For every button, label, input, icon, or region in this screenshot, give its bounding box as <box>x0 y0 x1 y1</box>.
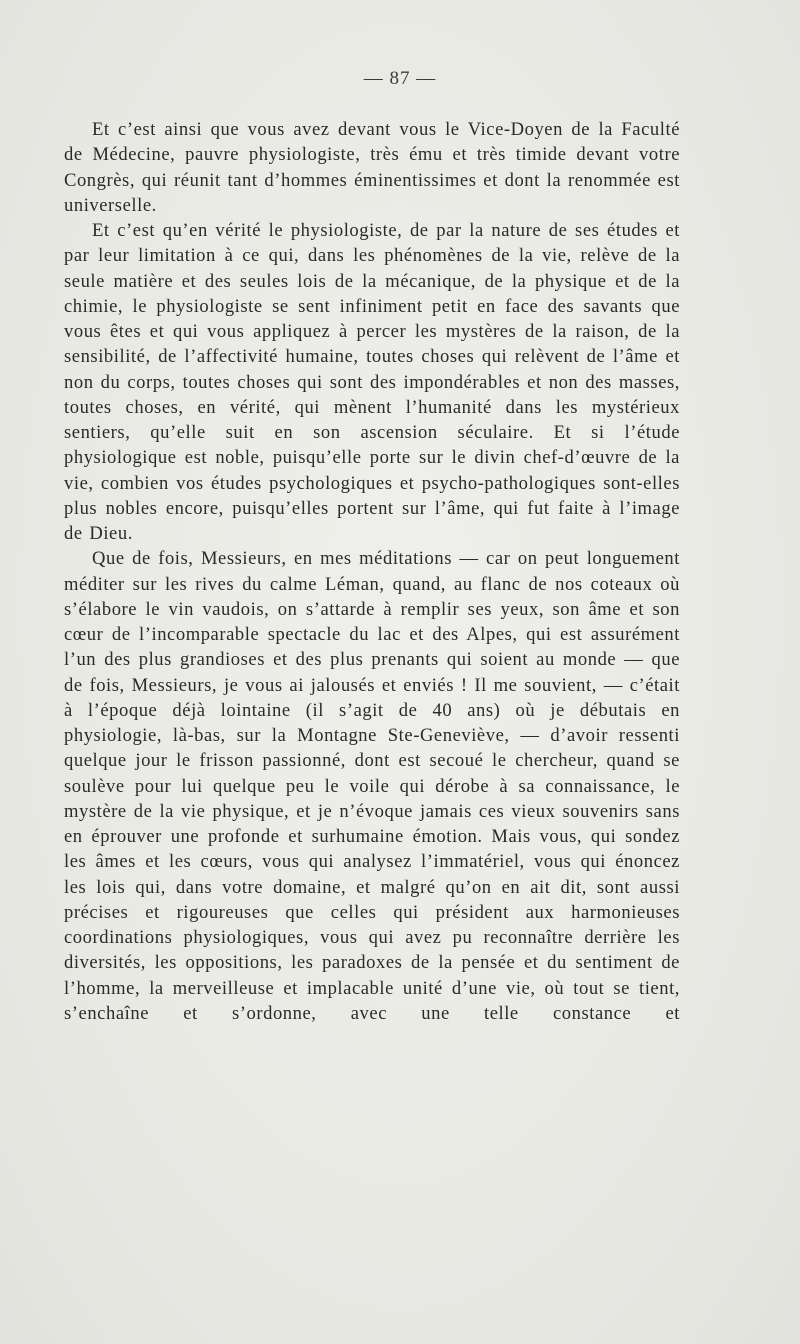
page-number: — 87 — <box>363 68 437 89</box>
body-text <box>64 117 680 1026</box>
paragraph-1: Et c’est ainsi que vous avez devant vous le Vice-Doyen de la Faculté de Médecine, pauvre physiologiste, très ému et très timide devant votre Congrès, qui réunit tant d’hommes éminentissimes et dont la renommée est universelle. <box>64 119 680 216</box>
paragraph-3: Que de fois, Messieurs, en mes méditations — car on peut longuement méditer sur les rives du calme Léman, quand, au flanc de nos coteaux où s’élabore le vin vaudois, on s’attarde à remplir ses yeux, son âme et son cœur de l’incomparable spectacle du lac et des Alpes, qui est assurément l’un des plus grandioses et des plus prenants qui soient au monde — que de fois, Messieurs, je vous ai jalousés et enviés ! Il me souvient, — c’était à l’époque déjà lointaine (il s’agit de 40 ans) où je débutais en physiologie, là-bas, sur la Montagne Ste-Geneviève, — d’avoir ressenti quelque jour le frisson passionné, dont est secoué le chercheur, quand se soulève pour lui quelque peu le voile qui dérobe à sa connaissance, le mystère de la vie physique, et je n’évoque jamais ces vieux souvenirs sans en éprouver une profonde et surhumaine émotion. Mais vous, qui sondez les âmes et les cœurs, vous qui analysez l’immatériel, vous qui énoncez les lois qui, dans votre domaine, et malgré qu’on en ait dit, sont aussi précises et rigoureuses que celles qui président aux harmonieuses coordinations physiologiques, vous qui avez pu reconnaître derrière les diversités, les oppositions, les paradoxes de la pensée et du sentiment de l’homme, la merveilleuse et implacable unité d’une vie, où tout se tient, s’enchaîne et s’ordonne, avec une telle constance et <box>64 548 680 1024</box>
paragraph-2: Et c’est qu’en vérité le physiologiste, de par la nature de ses études et par leur limitation à ce qui, dans les phénomènes de la vie, relève de la seule matière et des seules lois de la mécanique, de la physique et de la chimie, le physiologiste se sent infiniment petit en face des savants que vous êtes et qui vous appliquez à percer les mystères de la raison, de la sensibilité, de l’affectivité humaine, toutes choses qui relèvent de l’âme et non du corps, toutes choses qui sont des impondérables et non des masses, toutes choses, en vérité, qui mènent l’humanité dans les mystérieux sentiers, qu’elle suit en son ascension séculaire. Et si l’étude physiologique est noble, puisqu’elle porte sur le divin chef-d’œuvre de la vie, combien vos études psychologiques et psycho-pathologiques sont-elles plus nobles encore, puisqu’elles portent sur l’âme, qui fut faite à l’image de Dieu. <box>64 220 680 544</box>
